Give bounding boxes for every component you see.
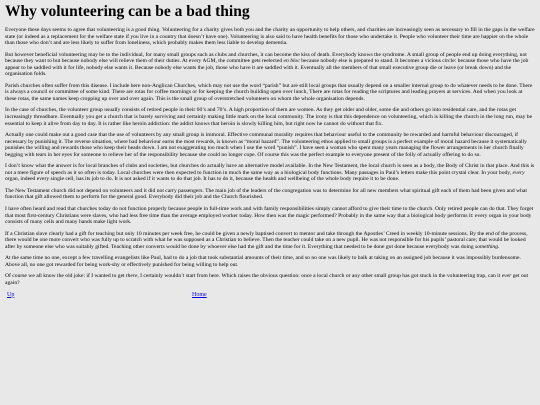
paragraph-text: But however beneficial volunteering may be to the individual, for many small groups such as clubs and churches, it can become the kiss of death. Everybody knows the syndrome. A small group of people end up doing everything, not because they want to but because nobody else will relieve them of their duties. At every AGM, the committee gets reelected — [5, 51, 527, 65]
paragraph — [5, 231, 535, 251]
paragraph — [5, 83, 535, 103]
emphasis: ever — [501, 273, 512, 280]
emphasis: something — [475, 243, 499, 250]
footer-nav — [5, 292, 535, 300]
paragraph-text: because nobody else is prepared to stand. It becomes a vicious circle: because those who have the job appear to be saddled with it for life, nobody else wants it. Because nobody else wants the job, those who have it are saddled with it. Eventually all the members of that small executive group die or leave (or break down) and the organisation folds. — [5, 58, 529, 78]
paragraph — [5, 188, 535, 201]
paragraph-text: Everyone these days seems to agree that volunteering is a good thing. Volunteering for a charity gives both you and the charity an opportunity to help others, and charities are increasingly seen as necessary to fill in the gaps in the welfare state (or indeed as a replacement for the welfare state if you live in a country that doesn’t have one). Volunteering is also said to have health benefits for those who undertake it. People who volunteer their time are happier on the whole than those who don’t and are less likely to suffer from loneliness, which probably makes them less liable to develop dementia. — [5, 27, 535, 47]
paragraph — [5, 206, 535, 226]
paragraph-text: If a Christian slave clearly had a gift for teaching but only 10 minutes per week free, he could be given a newly baptised convert to mentor and take through the Apostles’ Creed in weekly 10-minute sessions. By the end of the process, there would be one more convert who was fully up to scratch with what he was supposed as a Christian to believe. Then the teacher could take on a new pupil. He was not responsible for his pupils’ pastoral care; that would be looked after by someone else who was suitably gifted. Teaching other converts would be done by whoever else had the gift and the time for it. Everything that needed to be done got done because everybody was doing — [5, 230, 528, 250]
paragraph — [5, 255, 535, 268]
emphasis: every — [512, 169, 525, 176]
paragraph — [5, 132, 535, 158]
home-link[interactable]: Home — [192, 291, 207, 298]
paragraph — [5, 52, 535, 78]
paragraph-text: I don’t know what the answer is for local branches of clubs and societies, but churches do actually have an alternative model available. In the New Testament, the local church is seen as a body, the Body of Christ in that place. And this is not a mere figure of speech as it so often is today. Local churches were then expected to function in much the same way as a biological body functions. Many passages in Paul’s letters make this point crystal clear. In your body, — [5, 163, 535, 176]
up-link[interactable]: Up — [7, 291, 15, 298]
paragraph-text: . — [498, 243, 500, 250]
paragraph-text: I have often heard and read that churches today do not function properly because people in full-time work and with family responsibilities simply cannot afford to give their time to the church. Only retired people can do that. They forget that most first-century Christians were slaves, who had less free time than the average employed worker today. How then was the magic performed? Probably in the same way that a biological body performs it: every organ in your body consists of many cells and many hands make light work. — [5, 206, 534, 226]
article-body — [5, 27, 535, 287]
paragraph-text: Of course we all know the old joke: if I wanted to get — [5, 273, 127, 280]
paragraph — [5, 273, 535, 286]
paragraph-text: At the same time no one, except a few travelling evangelists like Paul, had to do a job that took substantial amounts of their time, and so no one was likely to balk at taking on an assigned job because it was impossibly burdensome. Above all, no one got rewarded for being work-shy or effectively punished for being willing to help out. — [5, 255, 521, 268]
emphasis: there — [126, 273, 138, 280]
paragraph — [5, 27, 535, 47]
page-title: Why volunteering can be a bad thing — [5, 3, 250, 20]
paragraph-text: get out again? — [5, 273, 529, 286]
paragraph — [5, 107, 535, 127]
paragraph-text: , I certainly wouldn’t start from here. Which raises the obvious question: once a local church or any other small group has got stuck in the volunteering trap, can it — [137, 273, 502, 280]
paragraph-text: The New Testament church did not depend on volunteers and it did not carry passengers. The main job of the leaders of the congregation was to determine for all new members what spiritual gift each of them had been given and what function that gift allowed them to perform for the general good. Everybody did their job and the Church flourished. — [5, 187, 527, 201]
paragraph — [5, 163, 535, 183]
paragraph-text: In the case of churches, the volunteer group usually consists of retired people in their 60’s and 70’s. A high proportion of them are women. As they get older and older, some die and others go into residential care, and the rotas get increasingly threadbare. Eventually you get a church that is barely surviving and certainly making little mark on the local community. The irony is that this dependence on volunteering, which is killing the church in the long run, may be essential to keep it alive from day to day. It is rather like heroin addiction: the addict knows that heroin is slowly killing him, but right now he cannot do without that fix. — [5, 107, 533, 127]
paragraph-text: organ, indeed every single cell, has its job to do. It is not asked if it wants to do that job. It has to do it, because the health and wellbeing of the whole body require it to be done. — [5, 176, 400, 183]
paragraph-text: Parish churches often suffer from this disease. I include here non-Anglican Churches, which may not use the word “parish” but are still local groups that usually depend on a smaller internal group to do whatever needs to be done. There is always a council or committee of some kind. There are rotas for coffee mornings or for keeping the church building open over lunch, There are rotas for reading the scriptures and leading prayers at services. And when you look at these rotas, the same names keep cropping up over and over again. This is the small group of overstretched volunteers on whom the whole organisation depends. — [5, 82, 533, 102]
emphasis: en bloc — [283, 58, 300, 65]
paragraph-text: Actually one could make out a good case that the use of volunteers by any small group is immoral. Effective communal morality requires that behaviour useful to the community be rewarded and harmful behaviour discouraged, if necessary by punishing it. The reverse situation, where bad behaviour earns the most rewards, is known as “moral hazard”. The volunteering ethos applied to small groups is a perfect example of moral hazard because it systematically punishes the willing and rewards those who keep their heads down. I am not exaggerating too much when I use the word “punish”. I have seen a woman who spent many years managing the flower arrangements in her church finally begging with tears in her eyes for someone to relieve her of the responsibility because she could no longer cope. Of course this was the perfect example to everyone present of the folly of actually offering to do so. — [5, 132, 527, 158]
